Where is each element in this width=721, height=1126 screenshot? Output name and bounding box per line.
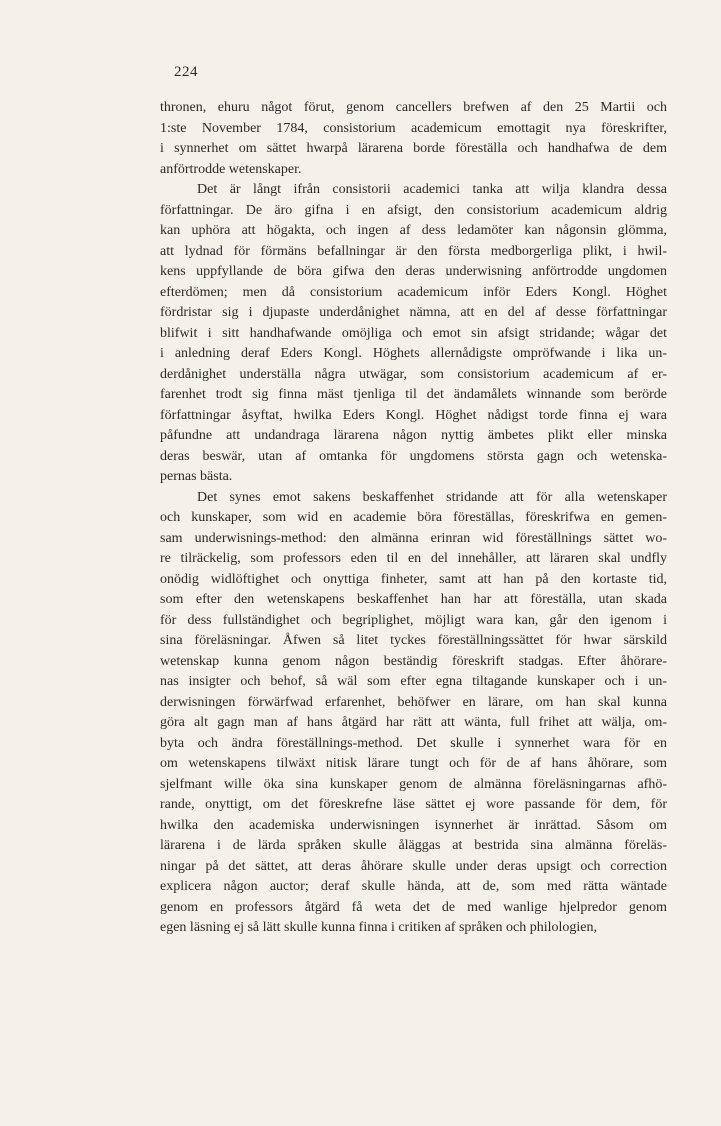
text-line: författningar. De äro gifna i en afsigt, den consistorium academicum aldrig (160, 202, 667, 218)
text-line: explicera någon auctor; deraf skulle hända, att de, som med rätta wäntade (160, 879, 667, 894)
text-line: 1:ste November 1784, consistorium academicum emottagit nya föreskrifter, (160, 120, 667, 136)
text-line: rande, onyttigt, om det föreskrefne läse sättet ej wore passande för dem, för (160, 797, 667, 812)
text-line: i anledning deraf Eders Kongl. Höghets allernådigste ompröfwande i lika un- (160, 346, 667, 361)
text-line: i synnerhet om sättet hwarpå lärarena borde föreställa och handhafwa de dem (160, 141, 667, 156)
text-line: derdånighet underställa några utwägar, som consistorium academicum af er- (160, 366, 667, 382)
text-line: efterdömen; men då consistorium academicum inför Eders Kongl. Höghet (160, 284, 667, 300)
text-line: sjelfmant wille öka sina kunskaper genom de almänna föreläsningarnas afhö- (160, 776, 667, 792)
text-line: författningar åsyftat, hwilka Eders Kongl. Höghet nådigst torde finna ej wara (160, 407, 667, 423)
paragraph (160, 180, 667, 488)
text-line: sina föreläsningar. Åfwen så litet tyckes föreställningssättet för hwar särskild (160, 633, 667, 648)
text-line: ningar på det sättet, att deras åhörare skulle under deras upsigt och correction (160, 858, 667, 874)
text-line: Det är långt ifrån consistorii academici tanka att wilja klandra dessa (197, 182, 667, 197)
page-number: 224 (174, 64, 198, 80)
text-line: thronen, ehuru något förut, genom cancellers brefwen af den 25 Martii och (160, 100, 667, 115)
text-line: göra alt gagn man af hans åtgärd har rätt att wänta, full frihet att wälja, om- (160, 715, 667, 730)
text-line: blifwit i sitt handhafwande omöjliga och emot sin afsigt stridande; wågar det (160, 325, 667, 341)
text-line: farenhet trodt sig finna mäst tjenliga til det ändamålets winnande som berörde (160, 387, 667, 402)
text-line: kan uphöra att högakta, och ingen af dess ledamöter kan någonsin glömma, (160, 223, 667, 238)
text-line: lärarena i de lärda språken skulle åläggas at bestrida sina almänna föreläs- (160, 838, 667, 853)
body-text (160, 98, 667, 939)
text-line: onödig widlöftighet och onyttiga finheter, samt att han på den kortaste tid, (160, 571, 667, 587)
text-line: för dess fullständighet och begriplighet, möjligt wara kan, går den igenom i (160, 612, 667, 628)
text-line: anförtrodde wetenskaper. (160, 161, 302, 177)
text-line: deras beswär, utan af omtanka för ungdomens största gagn och wetenska- (160, 448, 667, 464)
text-line: om wetenskapens tilwäxt nitisk lärare tungt och för de af hans åhörare, som (160, 756, 667, 771)
text-line: och kunskaper, som wid en academie böra föreställas, föreskrifwa en gemen- (160, 510, 667, 525)
text-line: fördristar sig i djupaste underdånighet nämna, att en del af desse författningar (160, 305, 667, 320)
text-line: hwilka den academiska underwisningen isynnerhet är inrättad. Såsom om (160, 817, 667, 833)
text-line: att lydnad för förmäns befallningar är den första medborgerliga plikt, i hwil- (160, 243, 667, 259)
text-line: som efter den wetenskapens beskaffenhet han har att föreställa, utan skada (160, 592, 667, 607)
text-line: nas insigter och behof, så wäl som efter egna tiltagande kunskaper och i un- (160, 674, 667, 689)
text-line: pernas bästa. (160, 469, 233, 484)
text-line: re tilräckelig, som professors eden til en del innehåller, att läraren skal undfly (160, 551, 667, 566)
text-line: påfundne att undandraga lärarena någon nyttig ämbetes plikt eller minska (160, 428, 667, 443)
text-line: byta och ändra föreställnings-method. Det skulle i synnerhet wara för en (160, 735, 667, 751)
paragraph (160, 488, 667, 939)
text-line: derwisningen förwärfwad erfarenhet, behöfwer en lärare, om han skal kunna (160, 694, 667, 710)
text-line: wetenskap kunna genom någon beständig föreskrift stadgas. Efter åhörare- (160, 653, 667, 669)
text-line: Det synes emot sakens beskaffenhet stridande att för alla wetenskaper (197, 489, 667, 505)
text-line: kens uppfyllande de böra gifwa den deras underwisning anförtrodde ungdomen (160, 264, 667, 279)
text-line: egen läsning ej så lätt skulle kunna finna i critiken af språken och philologien, (160, 920, 597, 935)
text-line: genom en professors åtgärd få weta det de med wanlige hjelpredor genom (160, 899, 667, 915)
text-line: sam underwisnings-method: den almänna erinran wid föreställnings sättet wo- (160, 530, 667, 546)
paragraph (160, 98, 667, 180)
